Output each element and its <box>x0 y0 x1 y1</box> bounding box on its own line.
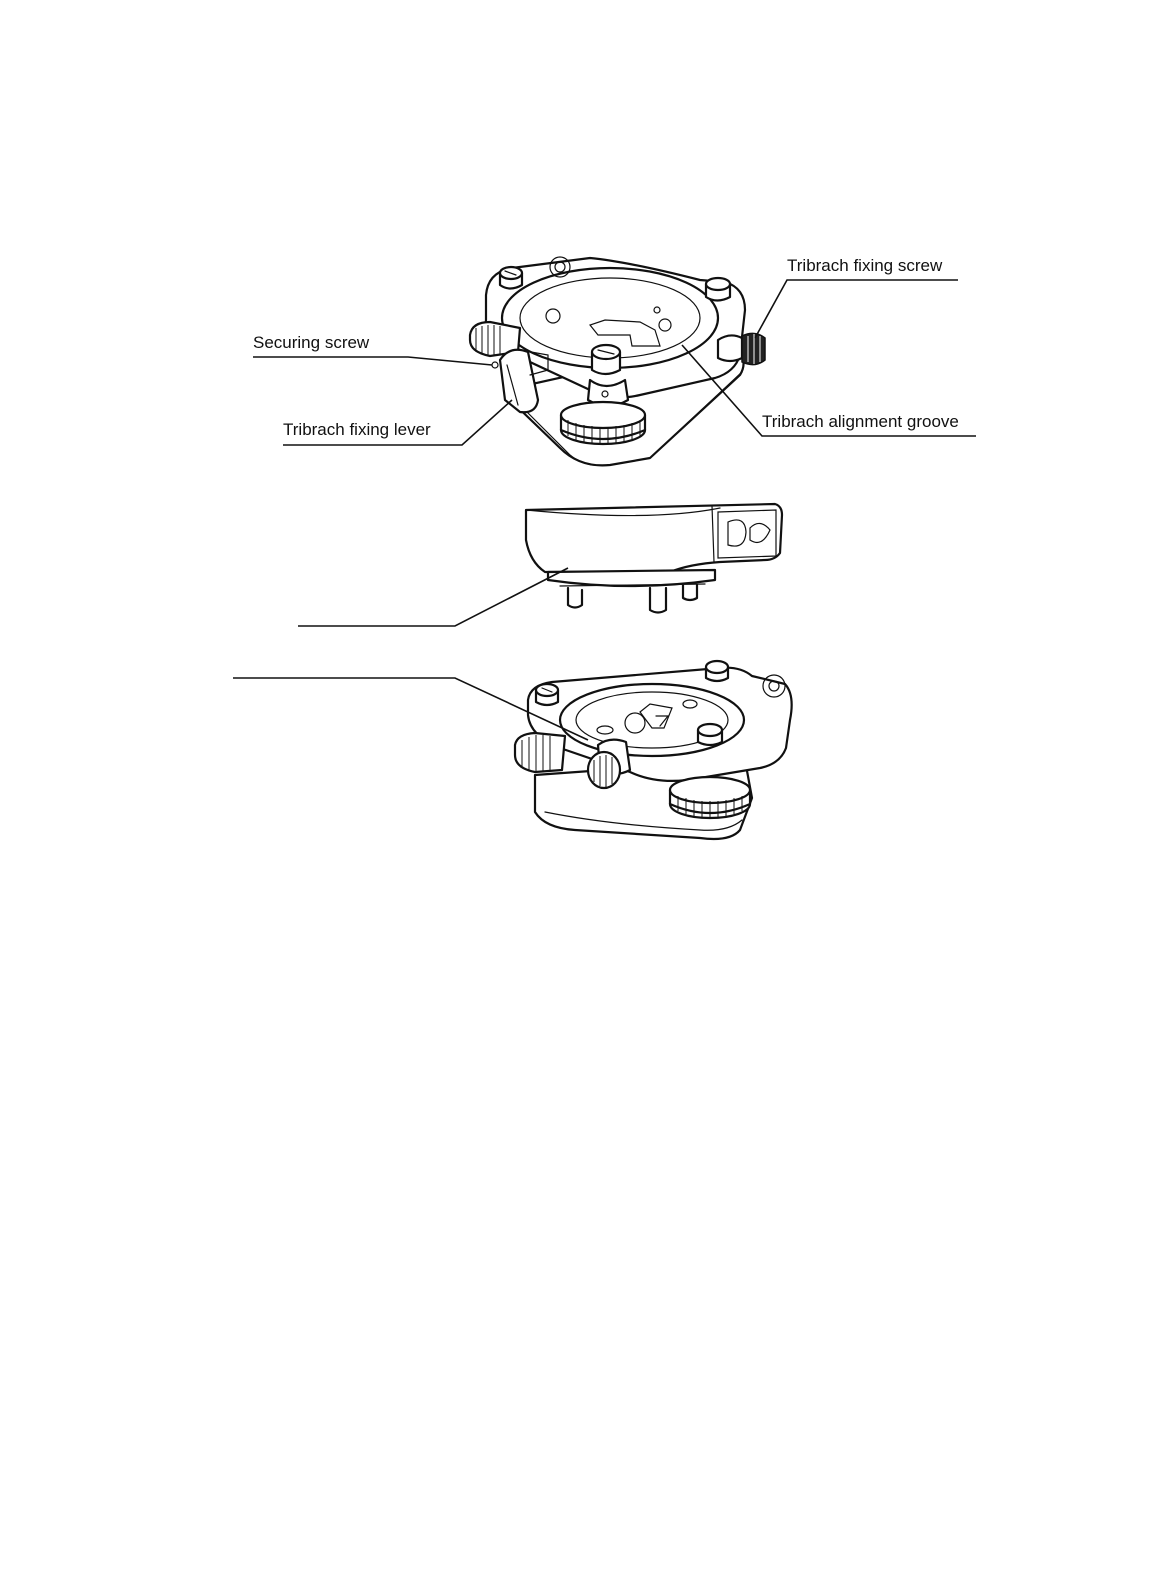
label-tribrach-fixing-screw <box>755 256 958 338</box>
tribrach-fixing-lever-label: Tribrach fixing lever <box>283 420 431 439</box>
top-pin-left <box>500 267 522 289</box>
leader-line-middle <box>298 568 568 626</box>
tribrach-alignment-groove-label: Tribrach alignment groove <box>762 412 959 431</box>
label-tribrach-fixing-lever <box>283 400 512 445</box>
securing-screw-label: Securing screw <box>253 333 370 352</box>
bottom-right-foot-screw <box>670 777 750 818</box>
tribrach-bottom-illustration <box>515 661 792 839</box>
tribrach-top-illustration <box>470 257 765 466</box>
front-foot-screw <box>561 402 645 444</box>
tribrach-fixing-screw-shape <box>718 333 765 364</box>
bottom-left-foot-screw <box>515 733 565 772</box>
bottom-pin-front <box>698 724 722 745</box>
top-pin-right <box>706 278 730 301</box>
instrument-base-illustration <box>526 504 782 613</box>
bottom-pin-right <box>706 661 728 681</box>
bottom-pin-left <box>536 684 558 705</box>
label-securing-screw <box>253 333 492 365</box>
tribrach-fixing-screw-label: Tribrach fixing screw <box>787 256 943 275</box>
